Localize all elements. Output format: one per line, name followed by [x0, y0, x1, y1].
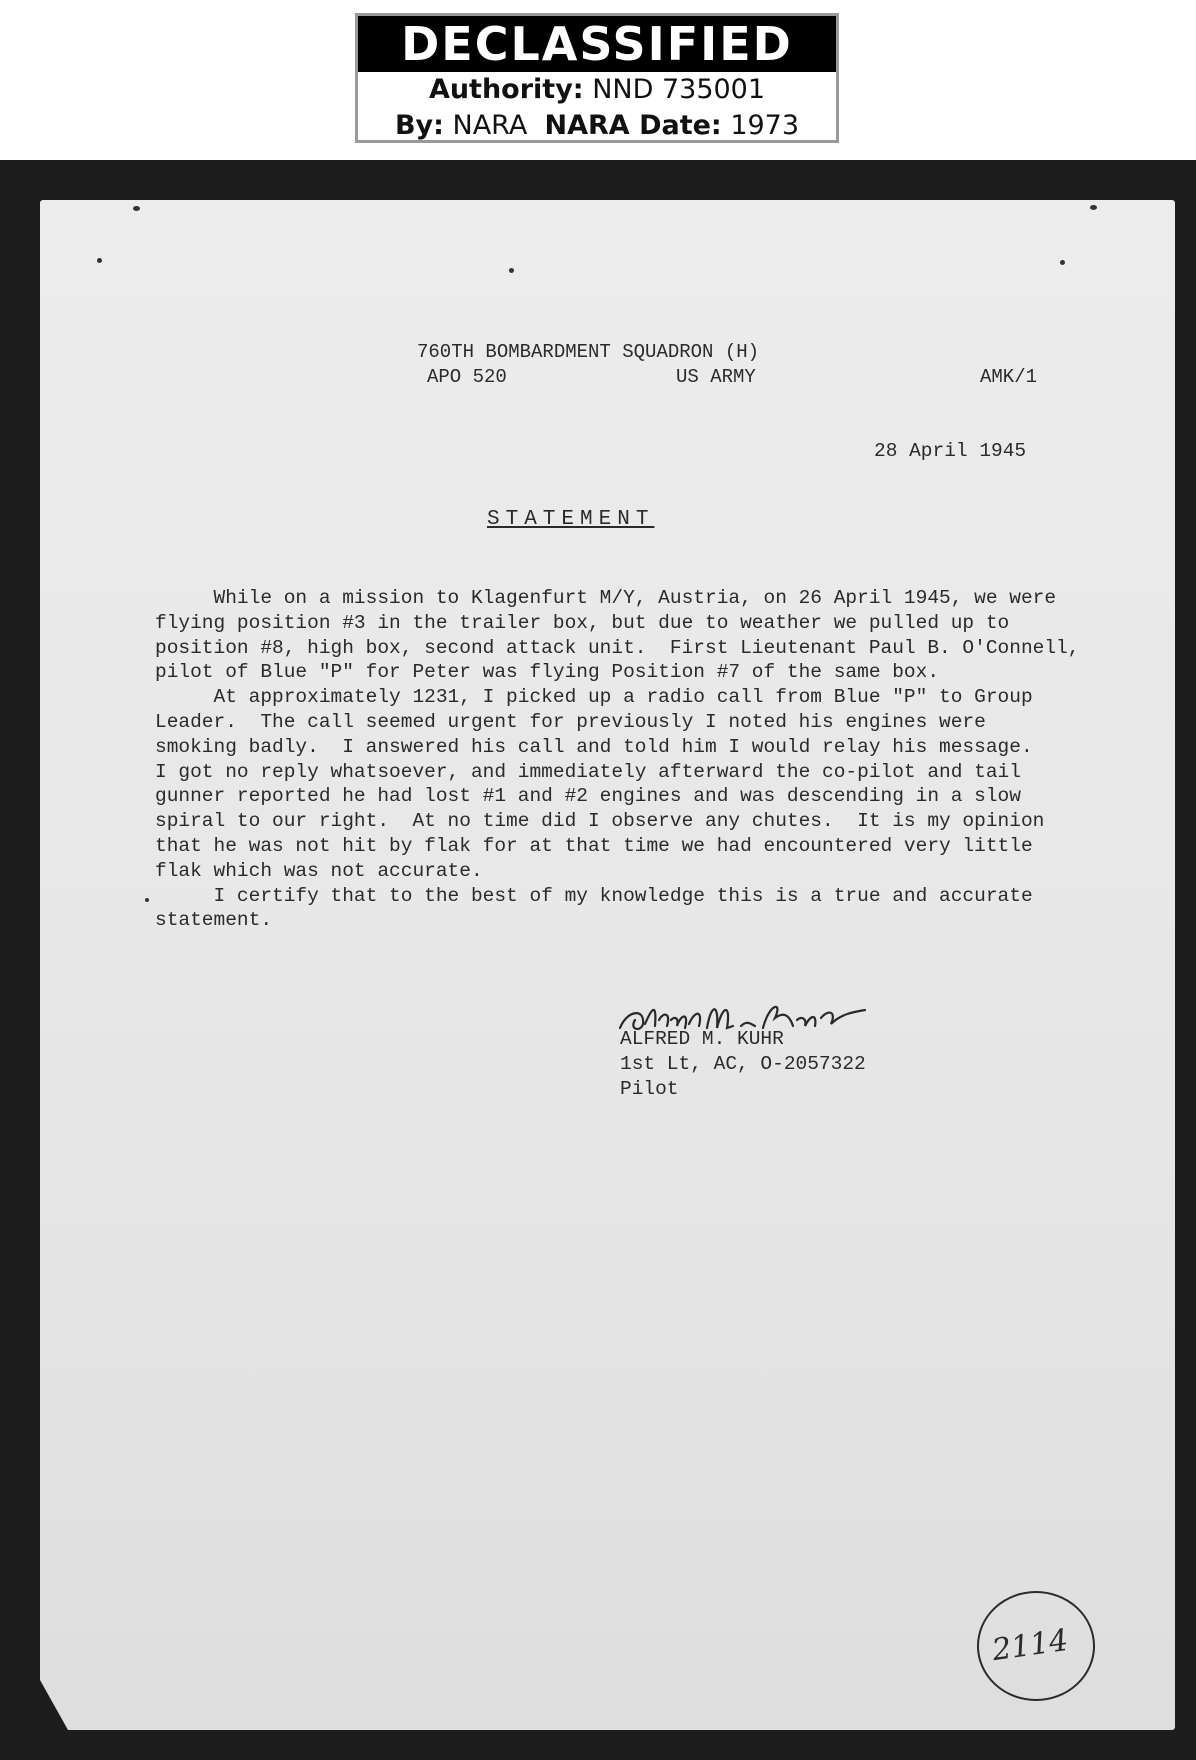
scan-speck	[1060, 260, 1065, 265]
unit-heading: 760TH BOMBARDMENT SQUADRON (H)	[417, 341, 760, 363]
stamp-by-line	[358, 108, 836, 144]
body-line: that he was not hit by flak for at that time we had encountered very little	[155, 834, 1033, 857]
scan-speck	[1090, 205, 1097, 210]
by-label: By:	[394, 110, 444, 141]
scan-speck	[145, 898, 149, 902]
body-line: I certify that to the best of my knowledge this is a true and accurate	[155, 884, 1033, 907]
statement-body	[155, 586, 1079, 933]
body-line: position #8, high box, second attack unit. First Lieutenant Paul B. O'Connell,	[155, 636, 1080, 659]
document-title: STATEMENT	[487, 508, 655, 531]
signer-name: ALFRED M. KUHR	[620, 1028, 784, 1050]
signer-role: Pilot	[620, 1078, 679, 1100]
declassified-stamp	[355, 13, 839, 143]
body-line: I got no reply whatsoever, and immediately afterward the co-pilot and tail	[155, 760, 1021, 783]
body-line: gunner reported he had lost #1 and #2 engines and was descending in a slow	[155, 785, 1021, 808]
by-value: NARA	[452, 110, 528, 141]
page-number: 2114	[989, 1622, 1071, 1669]
stamp-title: DECLASSIFIED	[358, 16, 836, 72]
scan-speck	[133, 206, 140, 211]
torn-corner	[40, 1680, 68, 1730]
apo-number: APO 520	[427, 366, 507, 388]
body-line: At approximately 1231, I picked up a radio call from Blue "P" to Group	[155, 686, 1033, 709]
scan-speck	[97, 258, 102, 263]
document-date: 28 April 1945	[874, 440, 1027, 462]
army-label: US ARMY	[676, 366, 756, 388]
authority-label: Authority:	[428, 74, 584, 105]
scan-speck	[509, 268, 514, 273]
signer-rank: 1st Lt, AC, O-2057322	[620, 1053, 866, 1075]
body-line: flak which was not accurate.	[155, 859, 483, 882]
authority-value: NND 735001	[592, 74, 766, 105]
body-line: flying position #3 in the trailer box, but due to weather we pulled up to	[155, 611, 1010, 634]
body-line: spiral to our right. At no time did I observe any chutes. It is my opinion	[155, 810, 1045, 833]
document-page	[40, 200, 1175, 1730]
reference-code: AMK/1	[980, 366, 1038, 388]
body-line: statement.	[155, 909, 273, 932]
body-line: smoking badly. I answered his call and told him I would relay his message.	[155, 735, 1033, 758]
body-line: While on a mission to Klagenfurt M/Y, Austria, on 26 April 1945, we were	[155, 587, 1057, 609]
body-line: pilot of Blue "P" for Peter was flying Position #7 of the same box.	[155, 661, 940, 684]
nara-date-label: NARA Date:	[544, 110, 722, 141]
stamp-authority-line	[358, 72, 836, 108]
body-line: Leader. The call seemed urgent for previously I noted his engines were	[155, 710, 986, 733]
nara-date-value: 1973	[730, 110, 800, 141]
